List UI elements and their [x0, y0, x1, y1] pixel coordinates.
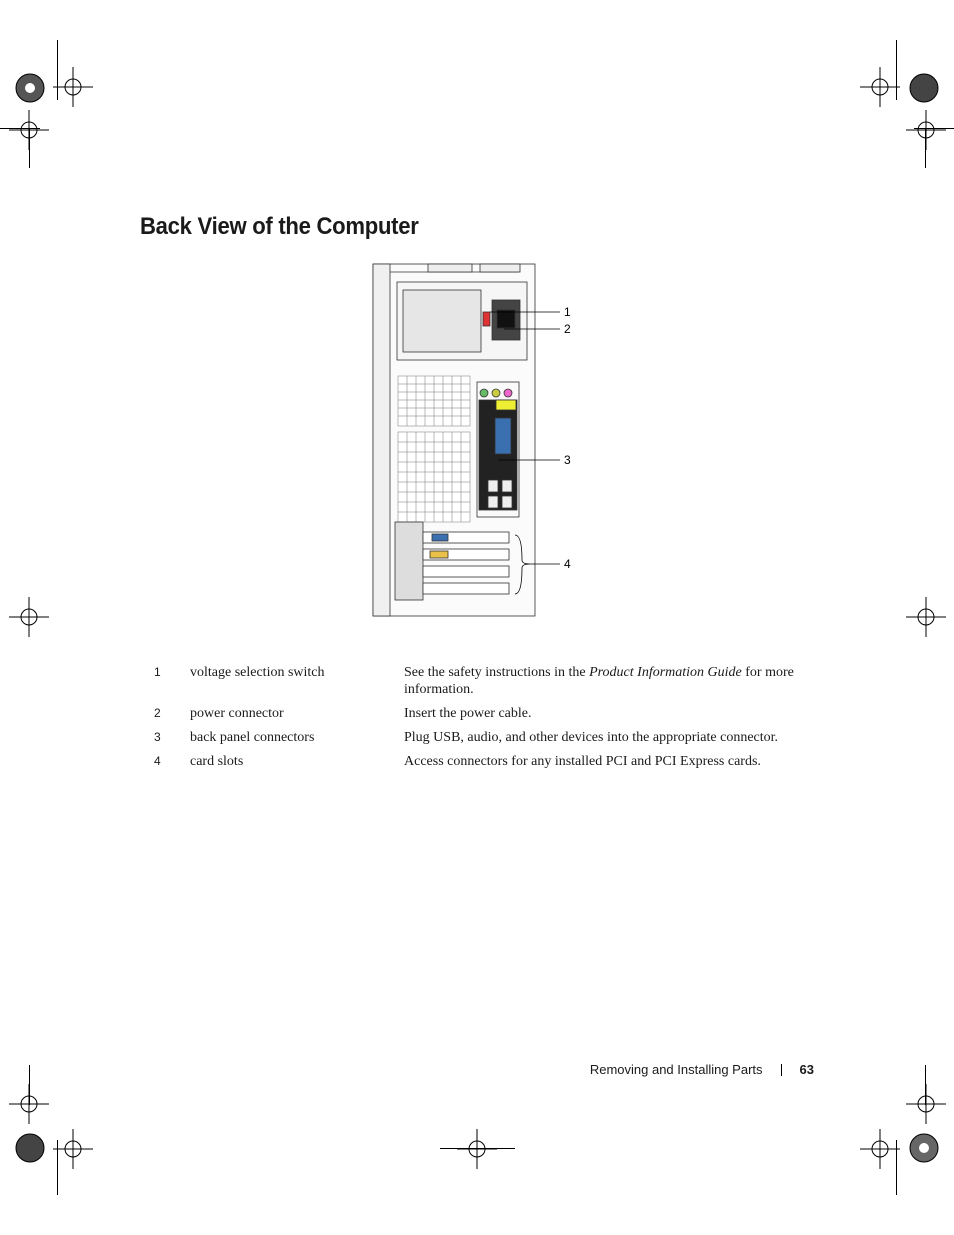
crop-mark	[57, 40, 58, 100]
callout-2: 2	[564, 322, 571, 336]
table-row	[148, 753, 818, 777]
legend-name: voltage selection switch	[190, 665, 325, 680]
crosshair-mark-icon	[53, 67, 93, 107]
crop-mark	[925, 1065, 926, 1105]
crosshair-mark-icon	[53, 1129, 93, 1169]
legend-description: See the safety instructions in the Product Information Guide for more information.	[404, 665, 794, 697]
legend-description: Plug USB, audio, and other devices into the appropriate connector.	[404, 730, 779, 745]
registration-mark-icon	[904, 68, 944, 108]
legend-name: power connector	[190, 706, 284, 721]
table-row	[148, 705, 818, 729]
registration-mark-icon	[904, 1128, 944, 1168]
footer-divider	[781, 1064, 782, 1076]
legend-description: Access connectors for any installed PCI and PCI Express cards.	[404, 754, 761, 769]
legend-name: back panel connectors	[190, 730, 315, 745]
legend-name: card slots	[190, 754, 244, 769]
crosshair-mark-icon	[9, 597, 49, 637]
crop-mark	[896, 1140, 897, 1195]
crosshair-mark-icon	[860, 67, 900, 107]
crop-mark	[29, 128, 30, 168]
table-row	[148, 664, 818, 705]
crop-mark	[440, 1148, 515, 1149]
crop-mark	[925, 128, 926, 168]
registration-mark-icon	[10, 1128, 50, 1168]
crosshair-mark-icon	[457, 1129, 497, 1169]
legend-table	[148, 664, 818, 777]
crop-mark	[57, 1140, 58, 1195]
crosshair-mark-icon	[860, 1129, 900, 1169]
crosshair-mark-icon	[906, 597, 946, 637]
page-footer	[590, 1062, 814, 1077]
legend-number: 1	[154, 665, 161, 679]
footer-section: Removing and Installing Parts	[589, 1062, 763, 1077]
legend-description: Insert the power cable.	[404, 706, 532, 721]
crosshair-mark-icon	[906, 1084, 946, 1124]
table-row	[148, 729, 818, 753]
legend-number: 3	[154, 730, 161, 744]
page-number: 63	[799, 1062, 814, 1077]
computer-back-illustration	[370, 260, 580, 620]
crop-mark	[896, 40, 897, 100]
callout-4: 4	[564, 557, 571, 571]
page-title: Back View of the Computer	[140, 213, 419, 240]
crop-mark	[914, 128, 954, 129]
legend-number: 4	[154, 754, 161, 768]
callout-1: 1	[564, 305, 571, 319]
crop-mark	[29, 1065, 30, 1105]
crop-mark	[0, 128, 40, 129]
legend-number: 2	[154, 706, 161, 720]
crosshair-mark-icon	[906, 110, 946, 150]
registration-mark-icon	[10, 68, 50, 108]
callout-3: 3	[564, 453, 571, 467]
